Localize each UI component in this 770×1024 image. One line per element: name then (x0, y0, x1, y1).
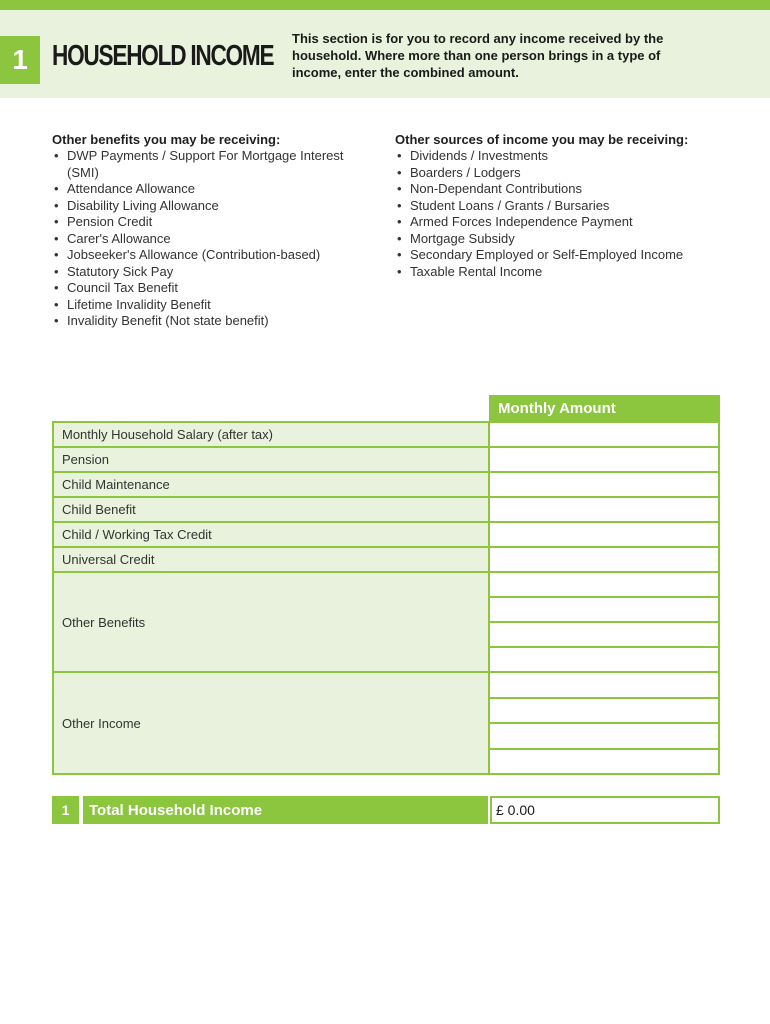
benefit-item: • Carer's Allowance (52, 231, 372, 248)
source-item: • Boarders / Lodgers (395, 165, 755, 182)
amount-input[interactable] (490, 548, 718, 571)
table-row (54, 523, 718, 548)
total-value-field[interactable]: £ 0.00 (490, 796, 720, 824)
source-item: • Dividends / Investments (395, 148, 755, 165)
section-description: This section is for you to record any income received by the household. Where more than one person brings in a type of income, enter the combined amount. (292, 31, 664, 80)
amount-input[interactable] (490, 573, 718, 598)
total-label: Total Household Income (83, 796, 488, 824)
table-row (54, 498, 718, 523)
monthly-amount-header: Monthly Amount (489, 395, 720, 422)
benefit-item: • Invalidity Benefit (Not state benefit) (52, 313, 372, 330)
row-label: Child Benefit (54, 498, 490, 521)
total-number: 1 (52, 796, 79, 824)
amount-input[interactable] (490, 523, 718, 546)
benefits-heading: Other benefits you may be receiving: (52, 132, 281, 147)
row-label: Universal Credit (54, 548, 490, 571)
source-item: • Non-Dependant Contributions (395, 181, 755, 198)
row-label: Monthly Household Salary (after tax) (54, 423, 490, 446)
section-title: HOUSEHOLD INCOME (52, 40, 274, 72)
benefit-item: • Pension Credit (52, 214, 372, 231)
amount-input[interactable] (490, 473, 718, 496)
row-label: Child / Working Tax Credit (54, 523, 490, 546)
table-row (54, 548, 718, 573)
source-item: • Student Loans / Grants / Bursaries (395, 198, 755, 215)
row-label: Pension (54, 448, 490, 471)
table-row (54, 448, 718, 473)
benefit-item: • Jobseeker's Allowance (Contribution-based) (52, 247, 372, 264)
amount-input[interactable] (490, 724, 718, 750)
section-header (0, 10, 770, 98)
benefit-item: • Attendance Allowance (52, 181, 372, 198)
benefit-item: • Lifetime Invalidity Benefit (52, 297, 372, 314)
benefit-item: • Disability Living Allowance (52, 198, 372, 215)
source-item: • Secondary Employed or Self-Employed Income (395, 247, 755, 264)
amount-input[interactable] (490, 598, 718, 623)
amount-input[interactable] (490, 623, 718, 648)
table-row (54, 673, 718, 773)
source-item: • Taxable Rental Income (395, 264, 755, 281)
source-item: • Armed Forces Independence Payment (395, 214, 755, 231)
total-row (52, 796, 720, 824)
row-label: Other Income (54, 673, 490, 773)
top-accent-bar (0, 0, 770, 10)
amount-input[interactable] (490, 648, 718, 671)
table-row (54, 473, 718, 498)
row-label: Child Maintenance (54, 473, 490, 496)
benefit-item: • Council Tax Benefit (52, 280, 372, 297)
benefit-item: • DWP Payments / Support For Mortgage Interest (SMI) (52, 148, 372, 181)
table-row (54, 423, 718, 448)
other-sources-list (395, 131, 755, 280)
amount-input[interactable] (490, 423, 718, 446)
row-label: Other Benefits (54, 573, 490, 671)
amount-input[interactable] (490, 498, 718, 521)
section-number: 1 (0, 36, 40, 84)
amount-input[interactable] (490, 673, 718, 699)
benefits-list (52, 131, 372, 330)
source-item: • Mortgage Subsidy (395, 231, 755, 248)
amount-input[interactable] (490, 699, 718, 725)
other-sources-heading: Other sources of income you may be receiving: (395, 132, 689, 147)
amount-input[interactable] (490, 750, 718, 774)
benefit-item: • Statutory Sick Pay (52, 264, 372, 281)
amount-input[interactable] (490, 448, 718, 471)
table-row (54, 573, 718, 673)
